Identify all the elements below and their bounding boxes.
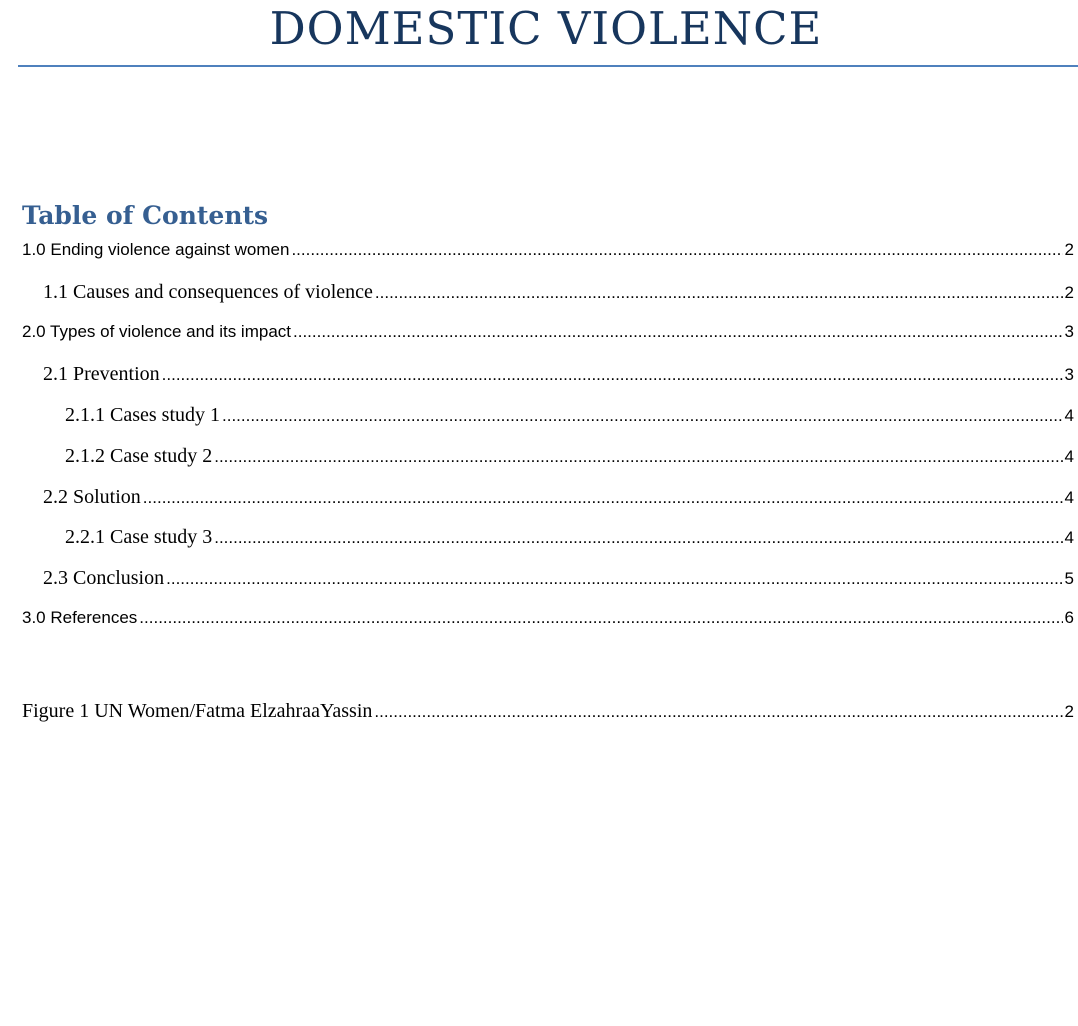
toc-entry[interactable] (43, 567, 1074, 589)
toc-leader-dots (214, 528, 1062, 548)
toc-entry[interactable] (43, 486, 1074, 508)
toc-entry-label: 2.0 Types of violence and its impact (22, 322, 292, 341)
toc-entry[interactable] (43, 281, 1074, 303)
toc-heading: Table of Contents (22, 201, 269, 230)
title-divider (18, 65, 1078, 67)
toc-entry[interactable] (43, 363, 1074, 385)
toc-entry[interactable] (65, 404, 1074, 426)
toc-entry-label: 2.2 Solution (43, 486, 141, 508)
toc-entry-label: 1.1 Causes and consequences of violence (43, 281, 373, 303)
toc-leader-dots (293, 322, 1063, 342)
toc-leader-dots (375, 283, 1063, 303)
toc-leader-dots (166, 569, 1062, 589)
toc-entry-page: 3 (1064, 365, 1074, 384)
toc-entry-page: 4 (1064, 447, 1074, 466)
toc-entry[interactable] (22, 240, 1074, 262)
toc-entry-page: 4 (1064, 406, 1074, 425)
toc-entry[interactable] (65, 445, 1074, 467)
toc-leader-dots (162, 365, 1063, 385)
toc-leader-dots (214, 447, 1062, 467)
toc-entry-label: 2.1 Prevention (43, 363, 160, 385)
toc-entry-page: 2 (1064, 283, 1074, 302)
toc-leader-dots (222, 406, 1063, 426)
toc-entry-page: 3 (1064, 322, 1074, 341)
toc-entry-label: 2.1.2 Case study 2 (65, 445, 213, 467)
toc-entry[interactable] (22, 322, 1074, 344)
toc-entry-page: 4 (1064, 488, 1074, 507)
figure-entry-label: Figure 1 UN Women/Fatma ElzahraaYassin (22, 700, 373, 722)
toc-entry-label: 2.2.1 Case study 3 (65, 526, 213, 548)
toc-entry-page: 5 (1064, 569, 1074, 588)
toc-leader-dots (291, 240, 1062, 260)
toc-leader-dots (139, 608, 1062, 628)
figure-entry-page: 2 (1064, 702, 1074, 721)
toc-leader-dots (374, 702, 1062, 722)
toc-entry-page: 4 (1064, 528, 1074, 547)
toc-entry-label: 2.3 Conclusion (43, 567, 165, 589)
toc-entry[interactable] (65, 526, 1074, 548)
toc-entry[interactable] (22, 608, 1074, 630)
toc-leader-dots (143, 488, 1063, 508)
toc-entry-label: 1.0 Ending violence against women (22, 240, 290, 259)
toc-entry-page: 6 (1064, 608, 1074, 627)
toc-entry-label: 2.1.1 Cases study 1 (65, 404, 220, 426)
page-title: DOMESTIC VIOLENCE (269, 2, 823, 55)
toc-entry-page: 2 (1064, 240, 1074, 259)
toc-entry-label: 3.0 References (22, 608, 138, 627)
figure-entry[interactable] (22, 700, 1074, 722)
